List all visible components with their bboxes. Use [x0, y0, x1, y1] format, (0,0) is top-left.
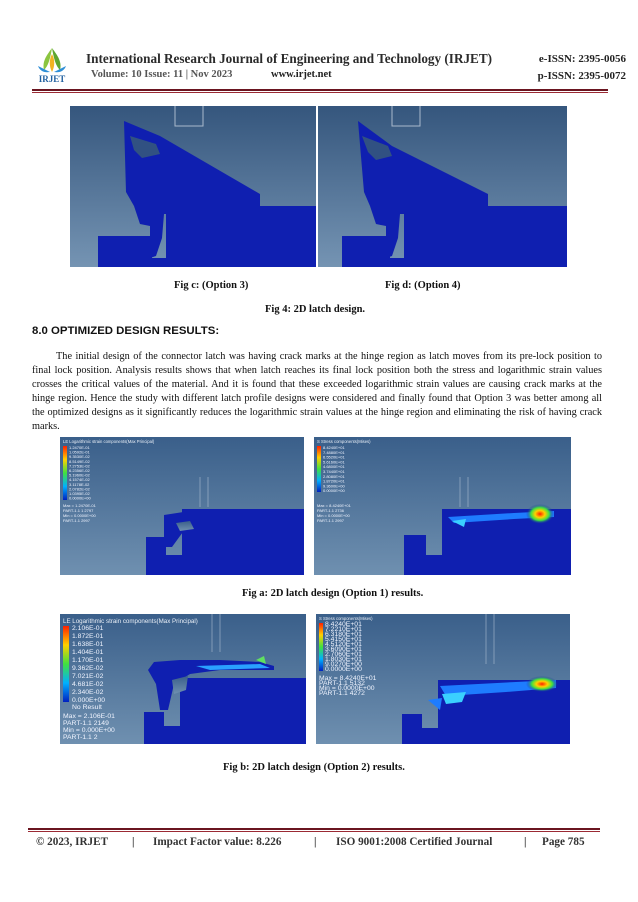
svg-text:PART-1.1 2149: PART-1.1 2149 — [63, 720, 109, 727]
svg-text:0.0000E+00: 0.0000E+00 — [325, 666, 362, 673]
journal-title: International Research Journal of Engineering and Technology (IRJET) — [86, 51, 493, 66]
svg-text:PART-1.1 2: PART-1.1 2 — [63, 734, 98, 741]
svg-text:1.170E-01: 1.170E-01 — [72, 657, 104, 664]
logo-text: IRJET — [38, 74, 66, 84]
caption-fig-c: Fig c: (Option 3) — [174, 280, 249, 291]
caption-fig-a: Fig a: 2D latch design (Option 1) results. — [242, 588, 424, 599]
svg-text:PART-1.1 4272: PART-1.1 4272 — [319, 690, 365, 697]
svg-text:1.2470E-01: 1.2470E-01 — [69, 445, 90, 450]
svg-text:9.3530E-02: 9.3530E-02 — [69, 454, 90, 460]
svg-text:7.021E-02: 7.021E-02 — [72, 673, 104, 680]
footer-separator-1: | — [132, 836, 135, 848]
footer-copyright: © 2023, IRJET — [36, 836, 109, 848]
svg-text:2.0782E-02: 2.0782E-02 — [69, 486, 90, 492]
figure-c-image — [70, 106, 316, 267]
svg-text:PART-1.1 1 2797: PART-1.1 1 2797 — [63, 508, 94, 513]
svg-text:8.5149E-02: 8.5149E-02 — [69, 458, 90, 464]
svg-text:1.0395E-02: 1.0395E-02 — [69, 491, 90, 496]
svg-text:7.4880E+01: 7.4880E+01 — [323, 449, 345, 455]
svg-text:6.2356E-02: 6.2356E-02 — [69, 468, 90, 473]
section-paragraph — [32, 350, 602, 435]
svg-text:0.0000E+00: 0.0000E+00 — [323, 488, 345, 494]
svg-text:Max = 1.2470E-01: Max = 1.2470E-01 — [63, 503, 96, 508]
svg-text:PART-1.1 2997: PART-1.1 2997 — [317, 518, 344, 523]
svg-text:4.1574E-02: 4.1574E-02 — [69, 477, 90, 483]
svg-text:PART-1.1 5132: PART-1.1 5132 — [319, 680, 365, 687]
header-rule-thin — [32, 92, 608, 93]
svg-text:Max = 2.106E-01: Max = 2.106E-01 — [63, 713, 115, 720]
fig-a-left-legend — [69, 445, 91, 501]
svg-text:5.4150E+01: 5.4150E+01 — [325, 636, 362, 643]
svg-text:Min = 0.0000E+00: Min = 0.0000E+00 — [319, 685, 375, 692]
footer-rule-thin — [28, 831, 600, 832]
fig-b-right-title: S Stress components(Mises) — [319, 616, 373, 621]
footer-impact-factor: Impact Factor value: 8.226 — [153, 836, 282, 848]
fig-b-left-title: LE Logarithmic strain components(Max Principal) — [63, 618, 198, 625]
svg-text:7.2753E-02: 7.2753E-02 — [69, 463, 90, 469]
e-issn: e-ISSN: 2395-0056 — [538, 53, 626, 65]
volume-info: Volume: 10 Issue: 11 | Nov 2023 — [91, 69, 233, 80]
footer-separator-2: | — [314, 836, 317, 848]
svg-text:9.362E-02: 9.362E-02 — [72, 665, 104, 672]
svg-text:1.638E-01: 1.638E-01 — [72, 641, 104, 648]
svg-text:Max = 8.4240E+01: Max = 8.4240E+01 — [317, 503, 351, 508]
svg-text:Min = 0.000E+00: Min = 0.000E+00 — [63, 727, 115, 734]
svg-text:No Result: No Result — [72, 704, 102, 711]
svg-text:1.872E-01: 1.872E-01 — [72, 633, 104, 640]
website: www.irjet.net — [271, 69, 332, 80]
svg-text:3.6090E+01: 3.6090E+01 — [325, 646, 362, 653]
svg-text:7.2210E+01: 7.2210E+01 — [325, 626, 362, 633]
svg-text:8.4240E+01: 8.4240E+01 — [325, 621, 362, 628]
caption-fig-d: Fig d: (Option 4) — [385, 280, 461, 291]
figure-b-left-image — [60, 614, 306, 744]
svg-text:Max = 8.4240E+01: Max = 8.4240E+01 — [319, 675, 377, 682]
irjet-logo — [34, 44, 70, 84]
figure-a-left-image — [60, 437, 304, 575]
svg-text:PART-1.1 2736: PART-1.1 2736 — [317, 508, 344, 513]
svg-text:PART-1.1 2997: PART-1.1 2997 — [63, 518, 90, 523]
svg-text:1.0592E-01: 1.0592E-01 — [69, 449, 90, 455]
fig-b-right-legend — [325, 621, 362, 673]
header-rule — [32, 89, 608, 91]
svg-text:6.5520E+01: 6.5520E+01 — [323, 454, 345, 460]
p-issn: p-ISSN: 2395-0072 — [537, 70, 626, 82]
svg-text:1.8720E+01: 1.8720E+01 — [323, 478, 345, 484]
svg-text:8.4240E+01: 8.4240E+01 — [323, 445, 345, 450]
svg-text:0.000E+00: 0.000E+00 — [72, 697, 106, 704]
svg-text:2.7060E+01: 2.7060E+01 — [325, 651, 362, 658]
svg-text:9.3600E+00: 9.3600E+00 — [323, 483, 345, 489]
fig-a-right-title: S Stress components(Mises) — [317, 439, 371, 444]
footer-separator-3: | — [524, 836, 527, 848]
svg-text:Min = 0.0000E+00: Min = 0.0000E+00 — [63, 513, 96, 518]
svg-text:4.5120E+01: 4.5120E+01 — [325, 641, 362, 648]
fig-a-left-title: LE Logarithmic strain components(Max Principal) — [63, 439, 155, 444]
svg-text:3.7440E+01: 3.7440E+01 — [323, 469, 345, 474]
svg-text:9.0270E+00: 9.0270E+00 — [325, 661, 362, 668]
figure-b-right-image — [316, 614, 570, 744]
svg-text:2.340E-02: 2.340E-02 — [72, 689, 104, 696]
svg-text:5.1960E-02: 5.1960E-02 — [69, 472, 90, 478]
fig-b-left-legend — [72, 625, 105, 711]
svg-text:4.681E-02: 4.681E-02 — [72, 681, 104, 688]
svg-text:2.106E-01: 2.106E-01 — [72, 625, 104, 632]
svg-text:Min = 0.0000E+00: Min = 0.0000E+00 — [317, 513, 350, 518]
svg-text:5.6160E+01: 5.6160E+01 — [323, 459, 345, 465]
caption-fig-b: Fig b: 2D latch design (Option 2) results. — [223, 762, 405, 773]
figure-d-image — [318, 106, 567, 267]
footer-iso: ISO 9001:2008 Certified Journal — [336, 836, 493, 848]
svg-text:1.404E-01: 1.404E-01 — [72, 649, 104, 656]
svg-text:1.8030E+01: 1.8030E+01 — [325, 656, 362, 663]
section-heading: 8.0 OPTIMIZED DESIGN RESULTS: — [32, 325, 220, 337]
paragraph-text: The initial design of the connector latch was having crack marks at the hinge region as latch moves from its pre-lock position to final lock position. Analysis results shows that when latch reaches its final lock position both the stress and logarithmic strain values crosses the critical values of the material. And it is found that these exceeded logarithmic strain values are causing crack marks at the hinge region. Hence the study with different latch profile designs were considered and finally found that Option 3 was better among all the optimized designs as it significantly reduces the logarithmic strain values at the hinge region and eliminating the risk of having crack marks. — [32, 351, 602, 433]
caption-fig-4: Fig 4: 2D latch design. — [265, 304, 366, 315]
svg-text:3.1178E-02: 3.1178E-02 — [69, 481, 90, 487]
svg-text:4.6800E+01: 4.6800E+01 — [323, 464, 345, 470]
svg-text:6.3180E+01: 6.3180E+01 — [325, 631, 362, 638]
svg-text:2.8080E+01: 2.8080E+01 — [323, 473, 345, 479]
figure-a-right-image — [314, 437, 571, 575]
svg-text:0.0000E+00: 0.0000E+00 — [69, 495, 91, 501]
footer-rule — [28, 828, 600, 830]
fig-a-right-legend — [323, 445, 345, 493]
footer-page-number: Page 785 — [542, 836, 585, 848]
